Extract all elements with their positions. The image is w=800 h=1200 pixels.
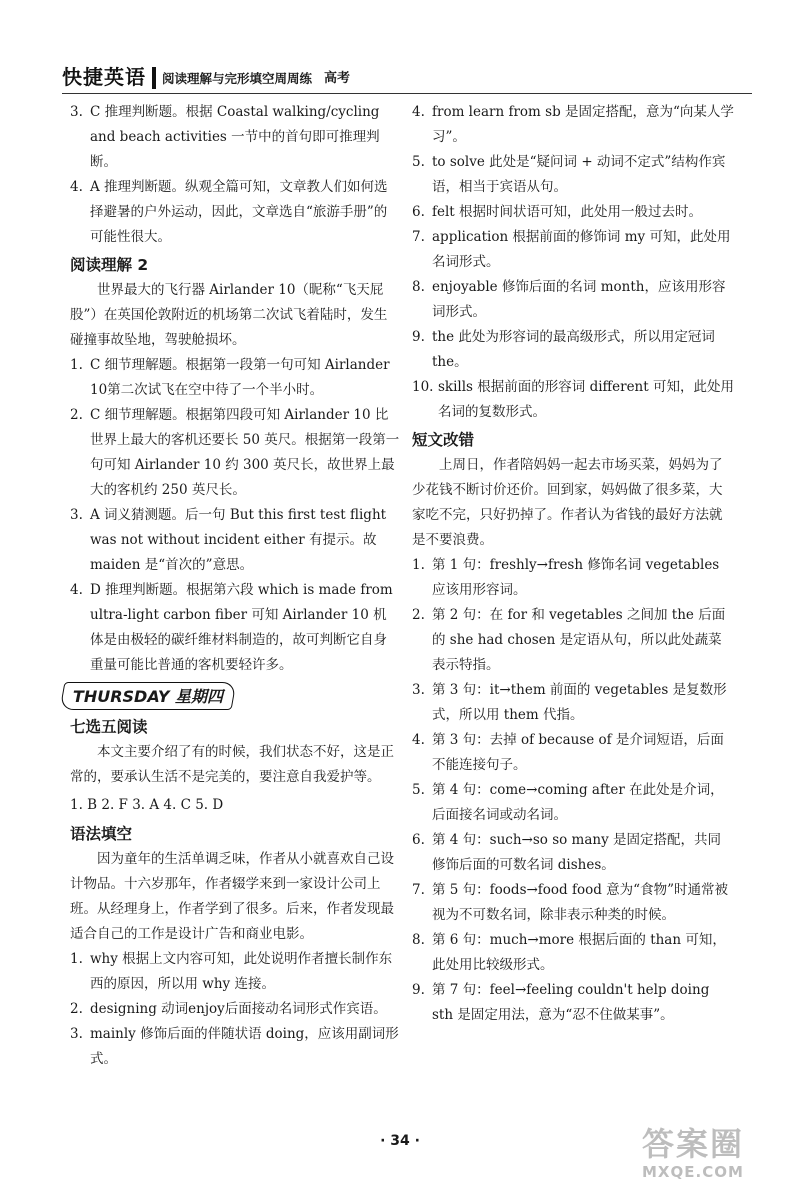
answer-item [412, 225, 734, 275]
page-header [62, 60, 752, 94]
item-text: A 推理判断题。纵观全篇可知，文章教人们如何选择避暑的户外运动，因此，文章选自“旅游手册”的可能性很大。 [90, 179, 388, 245]
day-banner-label: THURSDAY 星期四 [73, 686, 224, 706]
item-number: 7. [412, 882, 425, 898]
item-text: 第 6 句：much→more 根据后面的 than 可知，此处用比较级形式。 [432, 932, 726, 973]
answer-item [70, 175, 400, 250]
item-number: 3. [70, 1026, 83, 1042]
page-number: · 34 · [380, 1133, 420, 1149]
answer-key-line: 1. B 2. F 3. A 4. C 5. D [70, 797, 224, 813]
answer-item [412, 603, 734, 678]
item-text: 第 7 句：feel→feeling couldn't help doing sth 是固定用法，意为“忍不住做某事”。 [432, 982, 710, 1023]
header-divider [152, 67, 156, 89]
answer-item [412, 878, 734, 928]
section-summary: 上周日，作者陪妈妈一起去市场买菜，妈妈为了少花钱不断讨价还价。回到家，妈妈做了很多菜，大家吃不完，只好扔掉了。作者认为省钱的最好方法就是不要浪费。 [412, 457, 723, 548]
section-title-seven: 七选五阅读 [70, 718, 148, 736]
item-number: 9. [412, 329, 425, 345]
item-number: 5. [412, 782, 425, 798]
item-number: 8. [412, 279, 425, 295]
item-number: 3. [70, 507, 83, 523]
item-text: skills 根据前面的形容词 different 可知，此处用名词的复数形式。 [438, 379, 734, 420]
item-number: 3. [70, 104, 83, 120]
section-summary: 因为童年的生活单调乏味，作者从小就喜欢自己设计物品。十六岁那年，作者辍学来到一家设计公司上班。从经理身上，作者学到了很多。后来，作者发现最适合自己的工作是设计广告和商业电影。 [70, 851, 394, 942]
section-title-grammar: 语法填空 [70, 825, 133, 843]
item-number: 4. [412, 104, 425, 120]
answer-item [412, 100, 734, 150]
watermark-url: MXQE.COM [642, 1163, 744, 1181]
item-text: designing 动词enjoy后面接动名词形式作宾语。 [90, 1001, 387, 1017]
item-text: the 此处为形容词的最高级形式，所以用定冠词 the。 [432, 329, 715, 370]
answer-item [70, 947, 400, 997]
answer-item [412, 553, 734, 603]
answer-item [412, 778, 734, 828]
item-text: 第 4 句：such→so so many 是固定搭配，共同修饰后面的可数名词 dishes。 [432, 832, 722, 873]
answer-item [412, 728, 734, 778]
item-text: C 细节理解题。根据第四段可知 Airlander 10 比世界上最大的客机还要长 50 英尺。根据第一段第一句可知 Airlander 10 约 300 英尺长，故世界上最大的客机约 250 英尺长。 [90, 407, 400, 498]
item-number: 2. [412, 607, 425, 623]
item-number: 7. [412, 229, 425, 245]
day-banner [60, 682, 237, 710]
left-column [70, 100, 400, 1072]
answer-item [70, 503, 400, 578]
item-number: 10. [412, 379, 434, 395]
answer-item [70, 578, 400, 678]
section-title-reading2: 阅读理解 2 [70, 256, 149, 274]
answer-item [70, 997, 400, 1022]
item-number: 5. [412, 154, 425, 170]
item-text: why 根据上文内容可知，此处说明作者擅长制作东西的原因，所以用 why 连接。 [90, 951, 393, 992]
item-number: 1. [70, 951, 83, 967]
item-text: C 推理判断题。根据 Coastal walking/cycling and beach activities 一节中的首句即可推理判断。 [90, 104, 380, 170]
item-text: 第 5 句：foods→food food 意为“食物”时通常被视为不可数名词，除非表示种类的时候。 [432, 882, 728, 923]
answer-item [412, 928, 734, 978]
answer-item [412, 325, 734, 375]
answer-item [70, 353, 400, 403]
item-number: 1. [70, 357, 83, 373]
item-number: 4. [412, 732, 425, 748]
right-column [412, 100, 734, 1028]
item-number: 2. [70, 1001, 83, 1017]
section-title-error-correction: 短文改错 [412, 431, 475, 449]
item-text: application 根据前面的修饰词 my 可知，此处用名词形式。 [432, 229, 731, 270]
answer-item [412, 828, 734, 878]
item-number: 1. [412, 557, 425, 573]
answer-item [412, 678, 734, 728]
answer-item [70, 403, 400, 503]
section-summary: 本文主要介绍了有的时候，我们状态不好，这是正常的，要承认生活不是完美的，要注意自我爱护等。 [70, 744, 394, 785]
item-number: 4. [70, 582, 83, 598]
answer-item [70, 100, 400, 175]
item-text: 第 3 句：去掉 of because of 是介词短语，后面不能连接句子。 [432, 732, 724, 773]
answer-item [412, 375, 734, 425]
item-number: 9. [412, 982, 425, 998]
book-subtitle: 阅读理解与完形填空周周练 [162, 71, 313, 86]
item-text: from learn from sb 是固定搭配，意为“向某人学习”。 [432, 104, 734, 145]
item-text: 第 2 句：在 for 和 vegetables 之间加 the 后面的 she had chosen 是定语从句，所以此处蔬菜表示特指。 [432, 607, 726, 673]
item-text: A 词义猜测题。后一句 But this first test flight was not without incident either 有提示。故 maiden 是“首次的”意思。 [90, 507, 387, 573]
answer-item [412, 978, 734, 1028]
answer-item [70, 1022, 400, 1072]
item-text: to solve 此处是“疑问词 + 动词不定式”结构作宾语，相当于宾语从句。 [432, 154, 726, 195]
answer-item [412, 150, 734, 200]
item-number: 2. [70, 407, 83, 423]
brand-title: 快捷英语 [62, 65, 146, 89]
watermark-logo [642, 1126, 782, 1186]
item-number: 3. [412, 682, 425, 698]
item-text: mainly 修饰后面的伴随状语 doing，应该用副词形式。 [90, 1026, 399, 1067]
watermark-logo-text: 答案圈 [642, 1125, 745, 1163]
item-text: 第 1 句：freshly→fresh 修饰名词 vegetables 应该用形容词。 [432, 557, 720, 598]
level-label: 高考 [324, 71, 351, 86]
item-number: 4. [70, 179, 83, 195]
section-summary: 世界最大的飞行器 Airlander 10（昵称“飞天屁股”）在英国伦敦附近的机场第二次试飞着陆时，发生碰撞事故坠地，驾驶舱损坏。 [70, 282, 388, 348]
item-text: enjoyable 修饰后面的名词 month，应该用形容词形式。 [432, 279, 726, 320]
item-number: 8. [412, 932, 425, 948]
item-text: D 推理判断题。根据第六段 which is made from ultra-light carbon fiber 可知 Airlander 10 机体是由极轻的碳纤维材料制造的，故可判断它自身重量可能比普通的客机要轻许多。 [90, 582, 393, 673]
answer-item [412, 275, 734, 325]
item-text: C 细节理解题。根据第一段第一句可知 Airlander 10第二次试飞在空中待了一个半小时。 [90, 357, 390, 398]
item-number: 6. [412, 832, 425, 848]
item-text: 第 4 句：come→coming after 在此处是介词，后面接名词或动名词。 [432, 782, 724, 823]
item-text: felt 根据时间状语可知，此处用一般过去时。 [432, 204, 703, 220]
item-text: 第 3 句：it→them 前面的 vegetables 是复数形式，所以用 them 代指。 [432, 682, 727, 723]
answer-item [412, 200, 734, 225]
item-number: 6. [412, 204, 425, 220]
